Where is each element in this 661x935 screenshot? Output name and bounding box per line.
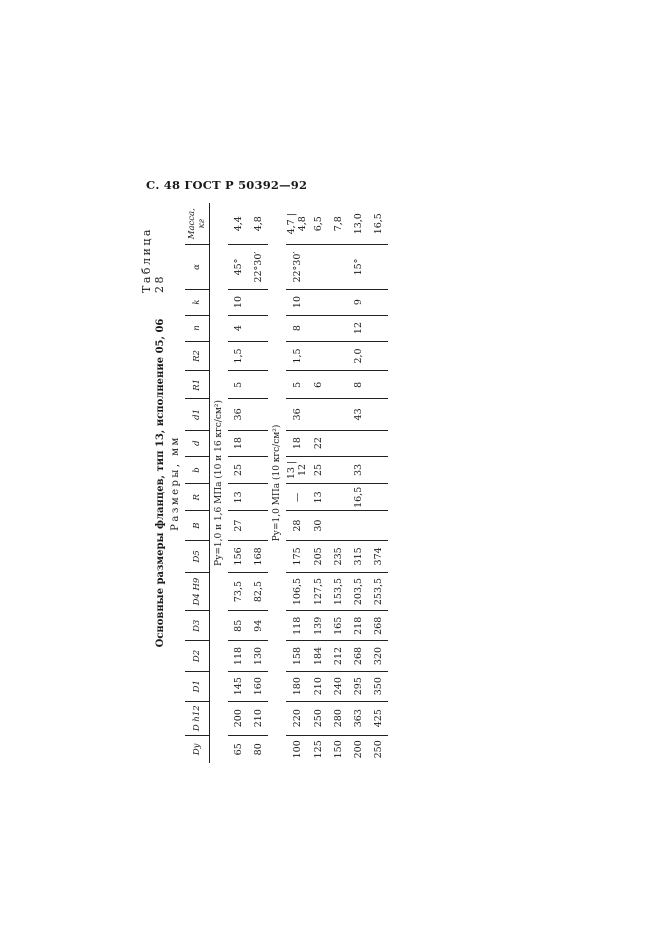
column-header: B: [185, 511, 210, 541]
column-header: D h12: [185, 701, 210, 735]
table-cell: [328, 245, 348, 289]
table-cell: 125: [312, 740, 324, 759]
table-row: [308, 203, 328, 763]
table-cell: [248, 315, 268, 341]
table-cell: [308, 315, 328, 341]
column-header: R: [185, 484, 210, 511]
table-cell: 36: [286, 399, 308, 430]
table-cell: 28: [286, 511, 308, 541]
table-cell: [308, 341, 328, 371]
table-cell: [348, 511, 368, 541]
table-cell: [248, 371, 268, 399]
table-row: [368, 203, 388, 763]
table-cell: 33: [348, 456, 368, 484]
table-cell: 15°: [348, 245, 368, 289]
table-cell: 315: [348, 540, 368, 572]
table-cell: [368, 289, 388, 315]
table-cell: 203,5: [348, 572, 368, 610]
table-cell: 30: [308, 511, 328, 541]
table-caption: Основные размеры фланцев, тип 13, исполнение 05, 06: [155, 318, 166, 648]
table-cell: [328, 456, 348, 484]
table-cell: 200: [352, 740, 364, 759]
table-cell: 425: [368, 701, 388, 735]
table-header-row: [185, 203, 210, 763]
table-cell: 100: [291, 740, 303, 759]
column-header: Dу: [185, 735, 210, 763]
table-cell: 218: [348, 611, 368, 641]
column-header: d1: [185, 399, 210, 430]
table-row: [228, 203, 248, 763]
table-cell: 153,5: [328, 572, 348, 610]
table-cell: —: [286, 484, 308, 511]
column-header: n: [185, 315, 210, 341]
table-cell: [328, 399, 348, 430]
table-cell: 118: [228, 641, 248, 671]
table-cell: [368, 484, 388, 511]
table-cell: [368, 399, 388, 430]
table-cell: [328, 341, 348, 371]
table-cell: [328, 371, 348, 399]
table-cell: [328, 484, 348, 511]
table-cell: [368, 341, 388, 371]
table-cell: 22: [308, 430, 328, 456]
table-number: Таблица 28: [140, 227, 166, 293]
table-cell: 5: [228, 371, 248, 399]
table-cell: 320: [368, 641, 388, 671]
table-cell: 165: [328, 611, 348, 641]
table-row: [248, 203, 268, 763]
table-cell: 80: [252, 743, 264, 756]
table-cell: 268: [348, 641, 368, 671]
table-cell: 13: [308, 484, 328, 511]
table-cell: 1,5: [228, 341, 248, 371]
table-cell: 240: [328, 671, 348, 701]
table-cell: [368, 456, 388, 484]
column-header: α: [185, 245, 210, 289]
table-cell: 6,5: [308, 203, 328, 245]
column-header: d: [185, 430, 210, 456]
table-cell: 2,0: [348, 341, 368, 371]
table-cell: [248, 511, 268, 541]
table-cell: 130: [248, 641, 268, 671]
table-cell: 94: [248, 611, 268, 641]
table-cell: 45°: [228, 245, 248, 289]
table-cell: 212: [328, 641, 348, 671]
column-header: D3: [185, 611, 210, 641]
column-header: D1: [185, 671, 210, 701]
rotated-table-block: [140, 203, 495, 763]
table-cell: [248, 341, 268, 371]
table-cell: 280: [328, 701, 348, 735]
table-cell: 13 | 12: [286, 456, 308, 484]
table-cell: [368, 371, 388, 399]
table-section-pressure-1-1_6: [210, 203, 269, 763]
table-cell: 200: [228, 701, 248, 735]
table-cell: 82,5: [248, 572, 268, 610]
table-cell: 160: [248, 671, 268, 701]
table-cell: 127,5: [308, 572, 328, 610]
table-cell: 205: [308, 540, 328, 572]
table-cell: 235: [328, 540, 348, 572]
table-cell: [328, 289, 348, 315]
table-cell: 268: [368, 611, 388, 641]
table-cell: [308, 289, 328, 315]
table-cell: [328, 315, 348, 341]
table-cell: 9: [348, 289, 368, 315]
table-cell: 156: [228, 540, 248, 572]
table-cell: [348, 430, 368, 456]
table-cell: 65: [232, 743, 244, 756]
table-cell: 4: [228, 315, 248, 341]
table-cell: 16,5: [368, 203, 388, 245]
table-cell: 145: [228, 671, 248, 701]
table-cell: 180: [286, 671, 308, 701]
section-heading: Pу=1,0 и 1,6 МПа (10 и 16 кгс/см²): [214, 400, 224, 566]
table-cell: 1,5: [286, 341, 308, 371]
table-cell: 73,5: [228, 572, 248, 610]
table-row: [348, 203, 368, 763]
table-cell: 4,8: [248, 203, 268, 245]
table-cell: 363: [348, 701, 368, 735]
column-header: b: [185, 456, 210, 484]
table-cell: [328, 511, 348, 541]
table-cell: [308, 245, 328, 289]
table-cell: 150: [332, 740, 344, 759]
table-cell: 5: [286, 371, 308, 399]
table-cell: 168: [248, 540, 268, 572]
table-cell: 8: [286, 315, 308, 341]
table-cell: 43: [348, 399, 368, 430]
table-cell: 18: [286, 430, 308, 456]
table-cell: 7,8: [328, 203, 348, 245]
table-cell: 250: [372, 740, 384, 759]
table-cell: 25: [228, 456, 248, 484]
table-row: [286, 203, 308, 763]
table-cell: [368, 315, 388, 341]
table-cell: [248, 456, 268, 484]
table-cell: 118: [286, 611, 308, 641]
table-cell: [248, 484, 268, 511]
table-cell: 8: [348, 371, 368, 399]
table-subcaption: Размеры, мм: [170, 435, 181, 531]
column-header: R2: [185, 341, 210, 371]
table-cell: [248, 289, 268, 315]
table-cell: 10: [286, 289, 308, 315]
table-cell: 13,0: [348, 203, 368, 245]
table-cell: [328, 430, 348, 456]
section-heading: Pу=1,0 МПа (10 кгс/см²): [272, 424, 282, 542]
column-header: D2: [185, 641, 210, 671]
table-cell: 27: [228, 511, 248, 541]
table-cell: 139: [308, 611, 328, 641]
table-cell: 374: [368, 540, 388, 572]
table-cell: [368, 511, 388, 541]
table-cell: 18: [228, 430, 248, 456]
table-cell: [308, 399, 328, 430]
column-header: D5: [185, 540, 210, 572]
table-cell: 175: [286, 540, 308, 572]
column-header: Масса, кг: [185, 203, 210, 245]
table-cell: 25: [308, 456, 328, 484]
table-cell: 12: [348, 315, 368, 341]
table-cell: 250: [308, 701, 328, 735]
column-header: D4 H9: [185, 572, 210, 610]
table-cell: 210: [248, 701, 268, 735]
table-cell: 85: [228, 611, 248, 641]
table-cell: 22°30′: [286, 245, 308, 289]
table-cell: 10: [228, 289, 248, 315]
table-cell: 295: [348, 671, 368, 701]
table-cell: 106,5: [286, 572, 308, 610]
table-cell: 22°30′: [248, 245, 268, 289]
table-section-pressure-1: [268, 203, 388, 763]
table-cell: [248, 399, 268, 430]
page-header: С. 48 ГОСТ Р 50392—92: [146, 178, 308, 192]
column-header: R1: [185, 371, 210, 399]
table-cell: 13: [228, 484, 248, 511]
table-cell: [368, 430, 388, 456]
table-cell: 220: [286, 701, 308, 735]
table-cell: [368, 245, 388, 289]
section-heading-row: [210, 203, 229, 763]
table-row: [328, 203, 348, 763]
section-heading-row: [268, 203, 286, 763]
table-cell: 210: [308, 671, 328, 701]
flange-dimensions-table: [185, 203, 388, 763]
column-header: k: [185, 289, 210, 315]
table-cell: 253,5: [368, 572, 388, 610]
table-cell: 350: [368, 671, 388, 701]
table-cell: [248, 430, 268, 456]
table-cell: 36: [228, 399, 248, 430]
table-cell: 158: [286, 641, 308, 671]
table-cell: 6: [308, 371, 328, 399]
table-cell: 4,4: [228, 203, 248, 245]
table-cell: 184: [308, 641, 328, 671]
table-cell: 16,5: [348, 484, 368, 511]
table-cell: 4,7 | 4,8: [286, 203, 308, 245]
